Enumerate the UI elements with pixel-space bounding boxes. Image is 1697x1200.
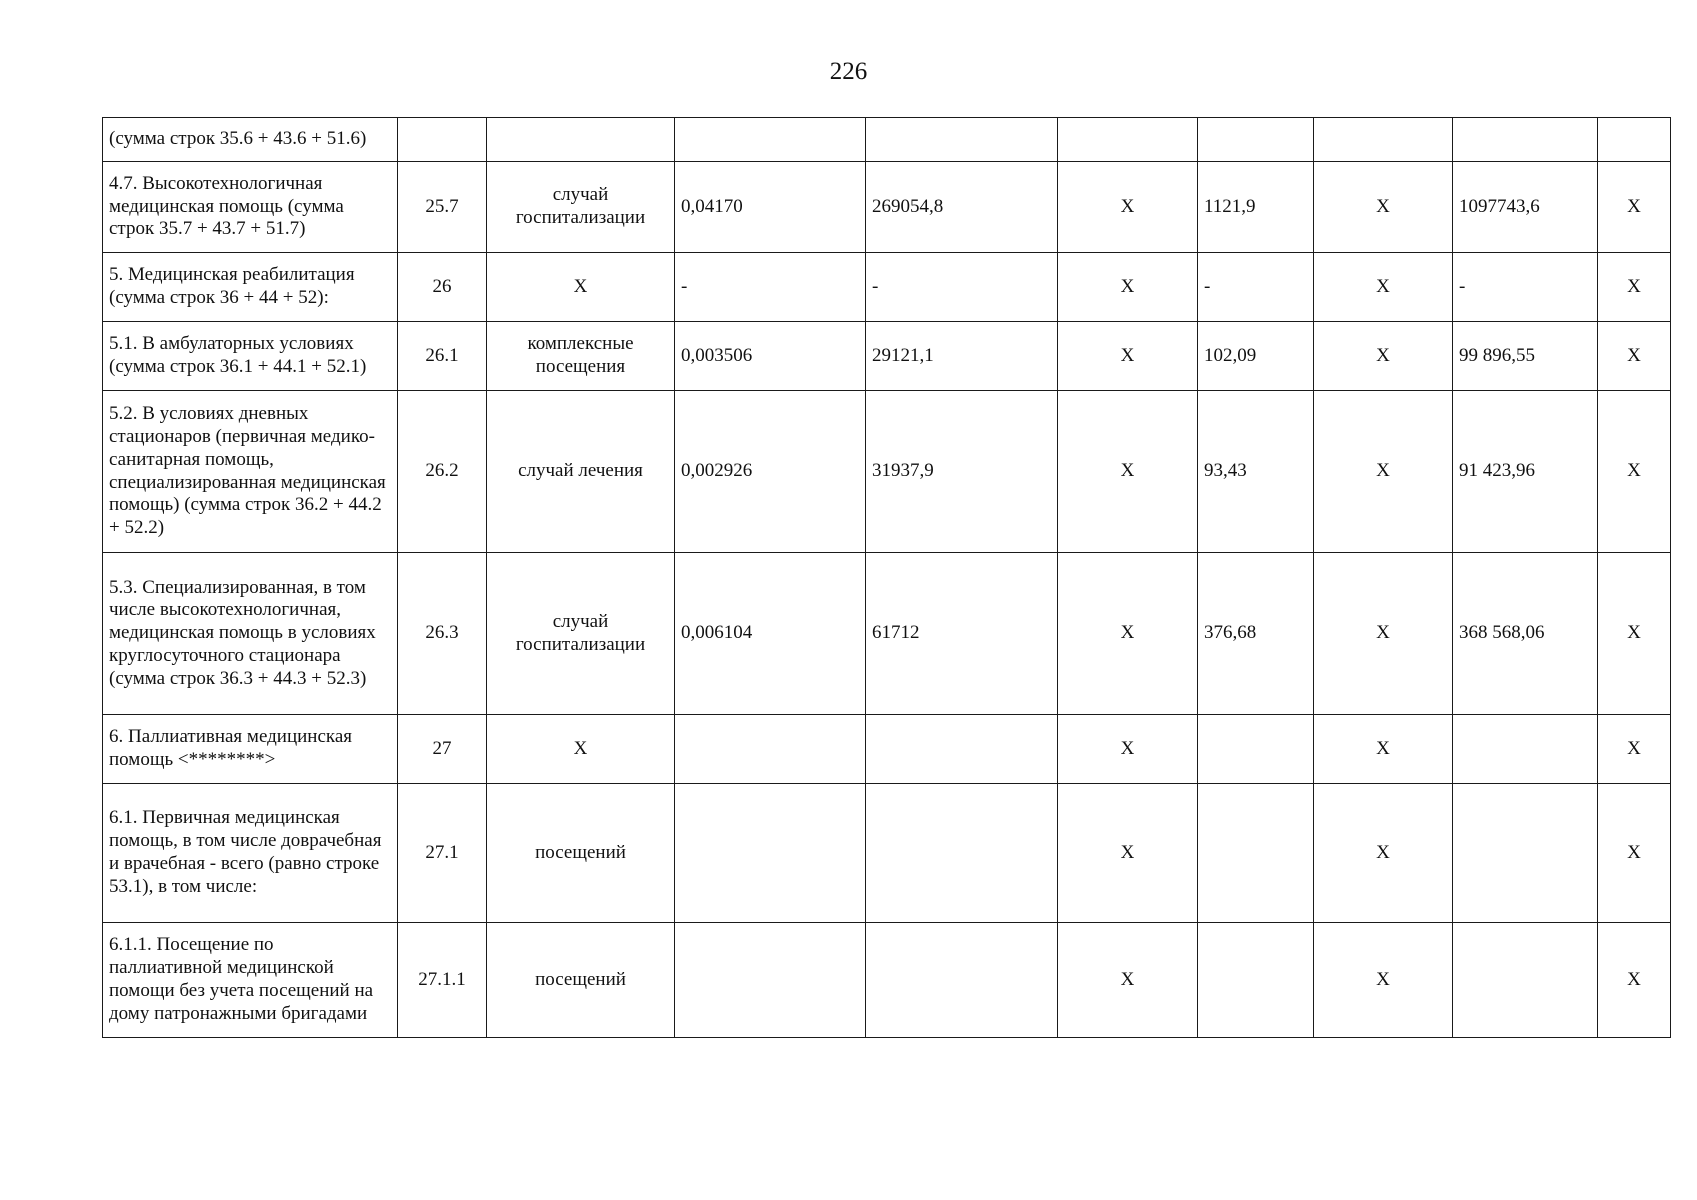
value-cell: X [1058, 923, 1198, 1038]
value-cell: 368 568,06 [1453, 553, 1598, 715]
table-body [103, 118, 1671, 1038]
row-label: 6.1.1. Посещение по паллиативной медицинской помощи без учета посещений на дому патронажными бригадами [103, 923, 398, 1038]
value-cell: - [866, 253, 1058, 322]
value-cell: 1097743,6 [1453, 162, 1598, 253]
row-label: 6.1. Первичная медицинская помощь, в том числе доврачебная и врачебная - всего (равно строке 53.1), в том числе: [103, 784, 398, 923]
table-row [103, 784, 1671, 923]
value-cell: X [1598, 391, 1671, 553]
value-cell: X [1598, 322, 1671, 391]
row-label: 5.1. В амбулаторных условиях (сумма строк 36.1 + 44.1 + 52.1) [103, 322, 398, 391]
value-cell: X [1058, 162, 1198, 253]
value-cell [866, 118, 1058, 162]
table-row [103, 391, 1671, 553]
value-cell: X [1058, 784, 1198, 923]
unit-of-measure: случай госпитализации [487, 553, 675, 715]
value-cell [1198, 784, 1314, 923]
value-cell: 269054,8 [866, 162, 1058, 253]
value-cell: X [1314, 391, 1453, 553]
table-row [103, 253, 1671, 322]
value-cell [675, 715, 866, 784]
table-row [103, 162, 1671, 253]
table-row [103, 715, 1671, 784]
value-cell [1453, 923, 1598, 1038]
value-cell: X [1058, 253, 1198, 322]
value-cell: X [1058, 715, 1198, 784]
value-cell [1453, 715, 1598, 784]
value-cell [866, 923, 1058, 1038]
row-code: 26 [398, 253, 487, 322]
value-cell: 61712 [866, 553, 1058, 715]
value-cell: 93,43 [1198, 391, 1314, 553]
value-cell [1314, 118, 1453, 162]
unit-of-measure: X [487, 715, 675, 784]
value-cell: 376,68 [1198, 553, 1314, 715]
row-label: 5. Медицинская реабилитация (сумма строк 36 + 44 + 52): [103, 253, 398, 322]
value-cell [1598, 118, 1671, 162]
unit-of-measure: случай госпитализации [487, 162, 675, 253]
row-code: 26.1 [398, 322, 487, 391]
unit-of-measure [487, 118, 675, 162]
value-cell [675, 923, 866, 1038]
data-table [102, 117, 1671, 1038]
value-cell: X [1598, 784, 1671, 923]
value-cell: X [1314, 253, 1453, 322]
row-label: 4.7. Высокотехнологичная медицинская помощь (сумма строк 35.7 + 43.7 + 51.7) [103, 162, 398, 253]
value-cell: X [1598, 715, 1671, 784]
value-cell: X [1058, 322, 1198, 391]
row-code: 27 [398, 715, 487, 784]
unit-of-measure: посещений [487, 923, 675, 1038]
value-cell: 99 896,55 [1453, 322, 1598, 391]
value-cell [1198, 715, 1314, 784]
value-cell: 0,006104 [675, 553, 866, 715]
value-cell: 31937,9 [866, 391, 1058, 553]
value-cell [1058, 118, 1198, 162]
row-code: 27.1 [398, 784, 487, 923]
value-cell: X [1598, 253, 1671, 322]
value-cell: X [1058, 553, 1198, 715]
value-cell: X [1314, 784, 1453, 923]
value-cell: 0,002926 [675, 391, 866, 553]
value-cell: 102,09 [1198, 322, 1314, 391]
value-cell: - [1453, 253, 1598, 322]
row-code: 26.2 [398, 391, 487, 553]
value-cell [866, 715, 1058, 784]
unit-of-measure: случай лечения [487, 391, 675, 553]
row-label: 5.3. Специализированная, в том числе высокотехнологичная, медицинская помощь в условиях круглосуточного стационара (сумма строк 36.3 + 44.3 + 52.3) [103, 553, 398, 715]
table-row [103, 923, 1671, 1038]
table-row [103, 118, 1671, 162]
value-cell [1453, 118, 1598, 162]
value-cell: X [1314, 715, 1453, 784]
row-code: 26.3 [398, 553, 487, 715]
value-cell: 1121,9 [1198, 162, 1314, 253]
value-cell [1453, 784, 1598, 923]
value-cell: X [1058, 391, 1198, 553]
unit-of-measure: комплексные посещения [487, 322, 675, 391]
value-cell [866, 784, 1058, 923]
value-cell: X [1598, 553, 1671, 715]
value-cell: X [1314, 553, 1453, 715]
value-cell [675, 784, 866, 923]
page-number: 226 [829, 58, 868, 85]
value-cell: 0,04170 [675, 162, 866, 253]
unit-of-measure: X [487, 253, 675, 322]
value-cell: X [1314, 162, 1453, 253]
value-cell: X [1314, 923, 1453, 1038]
row-code: 27.1.1 [398, 923, 487, 1038]
value-cell [1198, 923, 1314, 1038]
value-cell: X [1314, 322, 1453, 391]
value-cell [675, 118, 866, 162]
value-cell [1198, 118, 1314, 162]
value-cell: 91 423,96 [1453, 391, 1598, 553]
value-cell: 0,003506 [675, 322, 866, 391]
value-cell: 29121,1 [866, 322, 1058, 391]
value-cell: - [1198, 253, 1314, 322]
row-code [398, 118, 487, 162]
row-label: 6. Паллиативная медицинская помощь <********> [103, 715, 398, 784]
value-cell: X [1598, 923, 1671, 1038]
unit-of-measure: посещений [487, 784, 675, 923]
row-label: 5.2. В условиях дневных стационаров (первичная медико-санитарная помощь, специализированная медицинская помощь) (сумма строк 36.2 + 44.2 + 52.2) [103, 391, 398, 553]
value-cell: X [1598, 162, 1671, 253]
table-row [103, 553, 1671, 715]
table-row [103, 322, 1671, 391]
row-code: 25.7 [398, 162, 487, 253]
row-label: (сумма строк 35.6 + 43.6 + 51.6) [103, 118, 398, 162]
value-cell: - [675, 253, 866, 322]
